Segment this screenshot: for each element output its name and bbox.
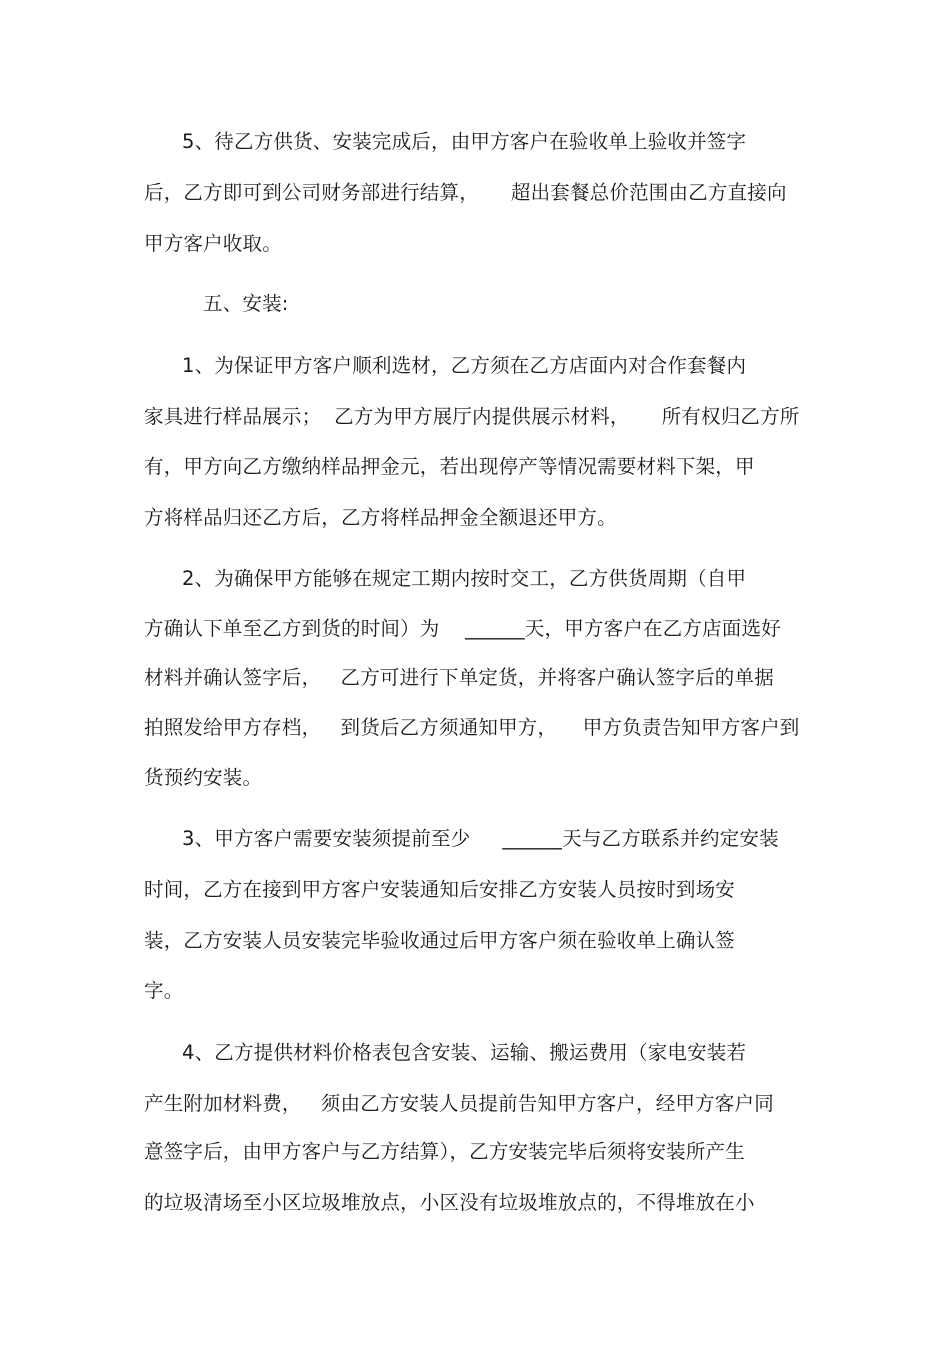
text-line: 2、为确保甲方能够在规定工期内按时交工，乙方供货周期（自甲	[182, 567, 747, 590]
text-line: 方确认下单至乙方到货的时间）为 ______天，甲方客户在乙方店面选好	[144, 617, 781, 640]
section-heading: 五、安装:	[203, 292, 289, 315]
text-line: 拍照发给甲方存档， 到货后乙方须通知甲方， 甲方负责告知甲方客户到	[144, 716, 800, 739]
text-line: 意签字后，由甲方客户与乙方结算），乙方安装完毕后须将安装所产生	[144, 1140, 745, 1163]
text-line: 字。	[144, 979, 184, 1002]
text-line: 材料并确认签字后， 乙方可进行下单定货，并将客户确认签字后的单据	[144, 666, 774, 689]
text-line: 有，甲方向乙方缴纳样品押金元，若出现停产等情况需要材料下架，甲	[144, 455, 755, 478]
text-line: 4、乙方提供材料价格表包含安装、运输、搬运费用（家电安装若	[182, 1041, 747, 1064]
text-line: 产生附加材料费， 须由乙方安装人员提前告知甲方客户，经甲方客户同	[144, 1092, 774, 1115]
text-line: 装，乙方安装人员安装完毕验收通过后甲方客户须在验收单上确认签	[144, 929, 736, 952]
text-line: 时间，乙方在接到甲方客户安装通知后安排乙方安装人员按时到场安	[144, 878, 736, 901]
text-line: 1、为保证甲方客户顺利选材，乙方须在乙方店面内对合作套餐内	[182, 354, 747, 377]
text-line: 甲方客户收取。	[144, 232, 282, 255]
text-line: 5、待乙方供货、安装完成后，由甲方客户在验收单上验收并签字	[182, 130, 747, 153]
text-line: 家具进行样品展示； 乙方为甲方展厅内提供展示材料， 所有权归乙方所	[144, 405, 800, 428]
text-line: 后，乙方即可到公司财务部进行结算， 超出套餐总价范围由乙方直接向	[144, 181, 787, 204]
text-line: 方将样品归还乙方后，乙方将样品押金全额退还甲方。	[144, 506, 617, 529]
text-line: 货预约安装。	[144, 766, 263, 789]
text-line: 3、甲方客户需要安装须提前至少 ______天与乙方联系并约定安装	[182, 827, 779, 850]
text-line: 的垃圾清场至小区垃圾堆放点，小区没有垃圾堆放点的，不得堆放在小	[144, 1191, 755, 1214]
